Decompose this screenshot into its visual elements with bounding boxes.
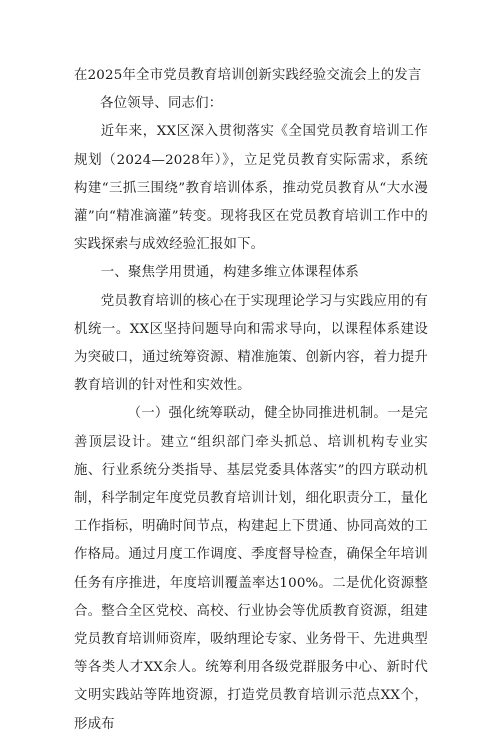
document-body [74, 62, 428, 739]
intro-paragraph: 近年来，XX区深入贯彻落实《全国党员教育培训工作规划（2024—2028年）》，立足党员教育实际需求，系统构建“三抓三围绕”教育培训体系，推动党员教育从“大水漫灌”向“精准滴灌”转变。现将我区在党员教育培训工作中的实践探索与成效经验汇报如下。 [74, 124, 428, 253]
salutation: 各位领导、同志们： [100, 96, 223, 112]
section-paragraph: 党员教育培训的核心在于实现理论学习与实践应用的有机统一。XX区坚持问题导向和需求导向，以课程体系建设为突破口，通过统筹资源、精准施策、创新内容，着力提升教育培训的针对性和实效性。 [74, 293, 428, 394]
section-heading: 一、聚焦学用贯通，构建多维立体课程体系 [100, 265, 360, 281]
subsection-paragraph: （一）强化统筹联动，健全协同推进机制。一是完善顶层设计。建立“组织部门牵头抓总、培训机构专业实施、行业系统分类指导、基层党委具体落实”的四方联动机制，科学制定年度党员教育培训计划，细化职责分工，量化工作指标，明确时间节点，构建起上下贯通、协同高效的工作格局。通过月度工作调度、季度督导检查，确保全年培训任务有序推进，年度培训覆盖率达100%。二是优化资源整合。整合全区党校、高校、行业协会等优质教育资源，组建党员教育培训师资库，吸纳理论专家、业务骨干、先进典型等各类人才XX余人。统筹利用各级党群服务中心、新时代文明实践站等阵地资源，打造党员教育培训示范点XX个，形成布 [74, 406, 428, 732]
document-title: 在2025年全市党员教育培训创新实践经验交流会上的发言 [74, 68, 422, 83]
